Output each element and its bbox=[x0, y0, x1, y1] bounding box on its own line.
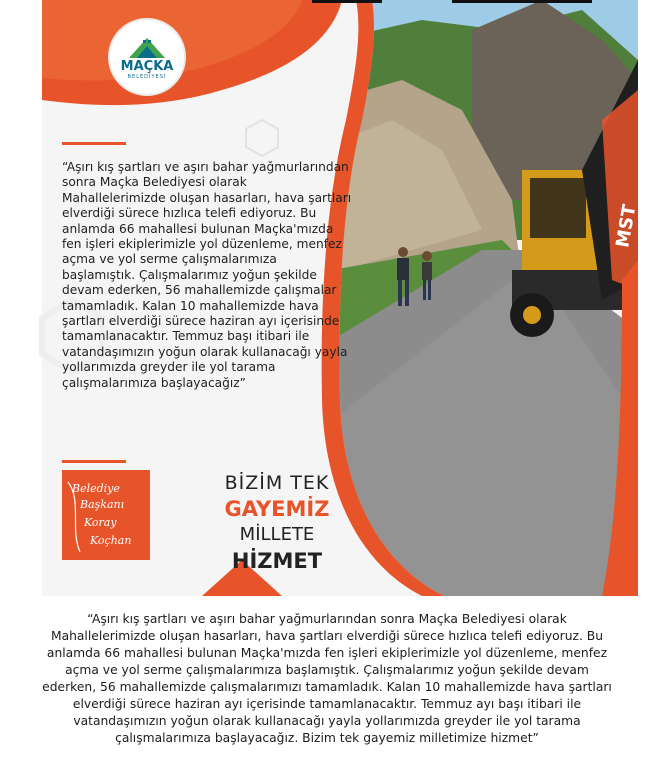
signature-line-2: Başkanı bbox=[80, 498, 125, 511]
mayor-signature bbox=[62, 470, 150, 560]
mayor-quote: “Aşırı kış şartları ve aşırı bahar yağmurlarından sonra Maçka Belediyesi olarak Mahallelerimizde oluşan hasarları, hava şartları elverdiği sürece hızlıca telefi ediyoruz. Bu anlamda 66 mahallesi bulunan Maçka'mızda fen işleri ekiplerimizle yol düzenleme, menfez açma ve yol serme çalışmalarımıza başlamıştık. Çalışmalarımız yoğun şekilde devam ederken, 56 mahallemizde çalışmalar tamamladık. Kalan 10 mahallemizde hava şartları elverdiği sürece haziran ayı içerisinde tamamlanacaktır. Temmuz başı itibari ile vatandaşımızın yoğun olarak kullanacağı yayla yollarımızda greyder ile yol tarama çalışmalarımıza başlayacağız” bbox=[62, 160, 352, 390]
slogan-line-1: BİZİM TEK bbox=[224, 472, 330, 494]
signature-line-3: Koray bbox=[84, 516, 117, 529]
slogan bbox=[202, 470, 352, 574]
divider-top bbox=[62, 142, 126, 145]
poster-image bbox=[42, 0, 641, 596]
article-caption: “Aşırı kış şartları ve aşırı bahar yağmurlarından sonra Maçka Belediyesi olarak Mahallelerimizde oluşan hasarları, hava şartları elverdiği sürece hızlıca telefi ediyoruz. Bu anlamda 66 mahallesi bulunan Maçka'mızda fen işleri ekiplerimizle yol düzenleme, menfez açma ve yol serme çalışmalarımıza başlamıştık. Çalışmalarımız yoğun şekilde devam ederken, 56 mahallemizde çalışmalarımızı tamamladık. Kalan 10 mahallemizde hava şartları elverdiği sürece haziran ayı içerisinde tamamlanacaktır. Temmuz ayı başı itibari ile vatandaşımızın yoğun olarak kullanacağı yayla yollarımızda greyder ile yol tarama çalışmalarımıza başlayacağız. Bizim tek gayemiz milletimize hizmet” bbox=[42, 612, 612, 745]
logo-subtitle: BELEDİYESİ bbox=[127, 74, 167, 80]
logo-name: MAÇKA bbox=[120, 59, 174, 74]
slogan-line-3: MİLLETE bbox=[239, 524, 315, 545]
divider-bottom bbox=[62, 460, 126, 463]
signature-line-4: Koçhan bbox=[90, 534, 132, 547]
signature-line-1: Belediye bbox=[72, 482, 120, 495]
vehicle-label-text: MST bbox=[612, 203, 641, 250]
top-clipped-strip-right bbox=[452, 0, 592, 3]
municipality-logo bbox=[108, 18, 186, 96]
vehicle-label bbox=[590, 203, 641, 265]
slogan-line-4: HİZMET bbox=[231, 549, 323, 573]
house-roof-icon bbox=[125, 34, 169, 60]
top-clipped-strip-left bbox=[312, 0, 382, 3]
slogan-line-2: GAYEMİZ bbox=[224, 497, 330, 521]
